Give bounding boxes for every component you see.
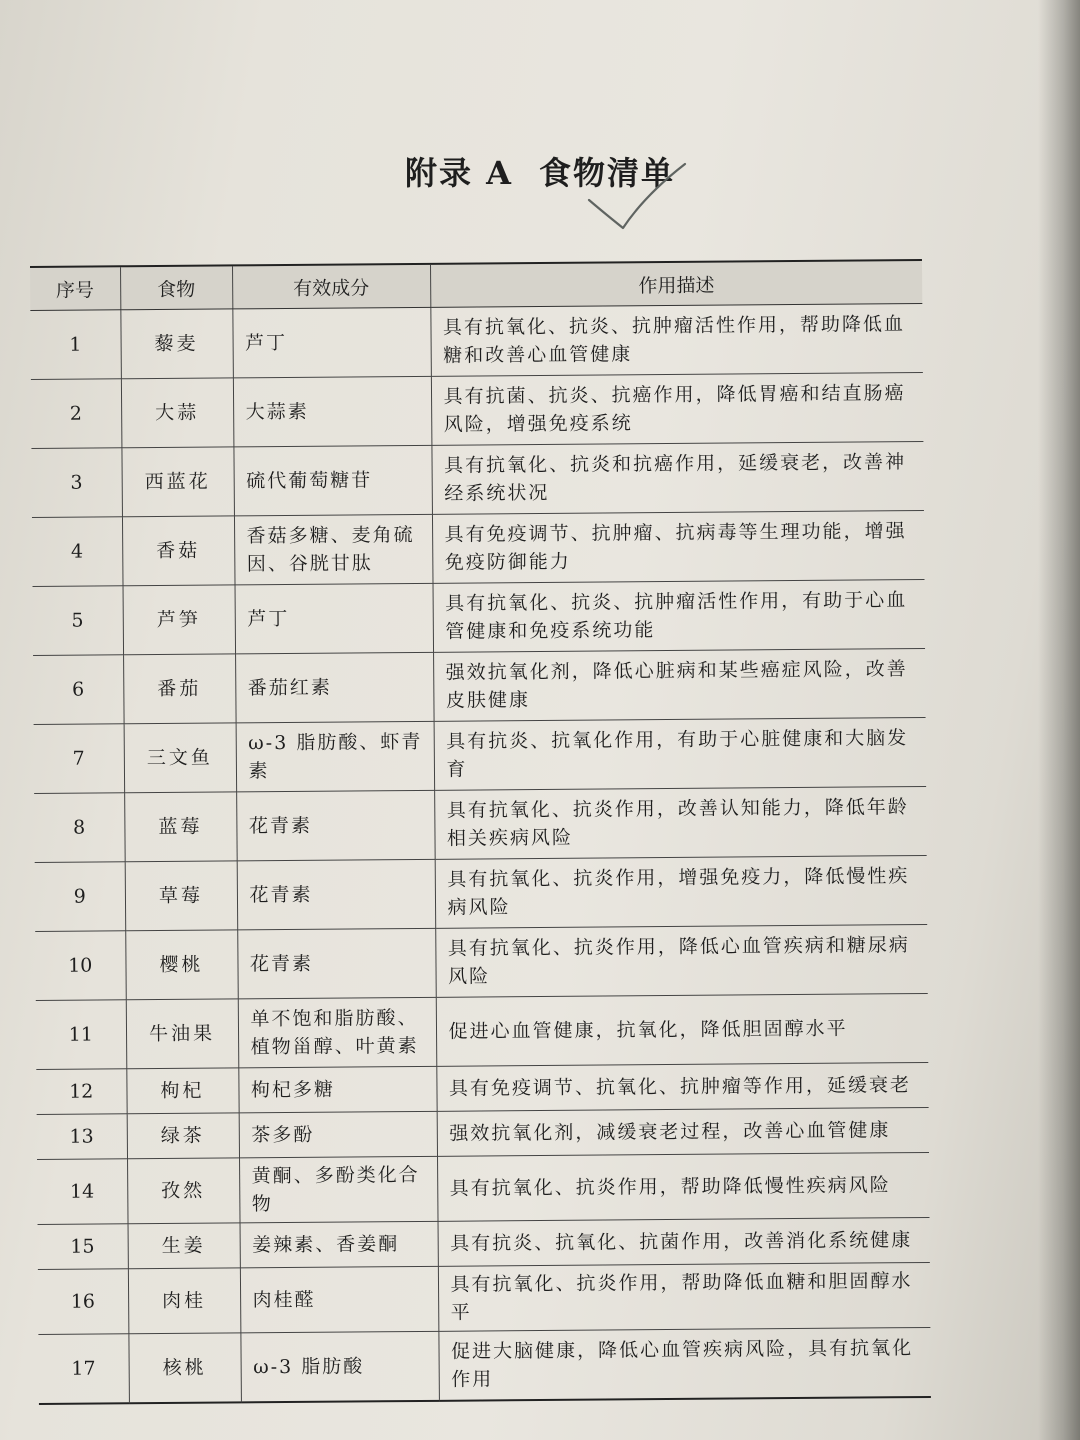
table-row [31, 372, 924, 448]
cell-index: 5 [33, 586, 124, 656]
table-row [37, 1152, 929, 1224]
cell-index: 12 [36, 1069, 126, 1115]
table-row [36, 993, 929, 1069]
cell-description: 强效抗氧化剂，降低心脏病和某些癌症风险，改善皮肤健康 [433, 648, 926, 721]
cell-components: 花青素 [237, 859, 436, 930]
cell-index: 15 [38, 1224, 128, 1270]
table-row [34, 717, 927, 793]
cell-components: 芦丁 [235, 583, 434, 654]
table-row [33, 579, 926, 655]
cell-components: 肉桂醛 [240, 1266, 439, 1333]
cell-food: 樱桃 [125, 930, 238, 1000]
cell-components: 硫代葡萄糖苷 [233, 445, 432, 516]
table-row [38, 1262, 930, 1334]
cell-food: 香菇 [122, 516, 235, 586]
cell-description: 具有抗氧化、抗炎作用，帮助降低血糖和胆固醇水平 [438, 1262, 930, 1331]
title-prefix: 附录 A [405, 154, 513, 192]
header-index: 序号 [30, 266, 120, 310]
table-header-row [30, 260, 922, 311]
pencil-checkmark-icon [585, 160, 695, 235]
table-row [38, 1217, 930, 1269]
cell-food: 芦笋 [123, 585, 236, 655]
cell-components: ω-3 脂肪酸、虾青素 [236, 721, 435, 792]
food-table [30, 259, 931, 1405]
cell-description: 具有抗氧化、抗炎、抗肿瘤活性作用，有助于心血管健康和免疫系统功能 [433, 579, 926, 652]
table-row [32, 510, 925, 586]
cell-description: 促进大脑健康，降低心血管疾病风险，具有抗氧化作用 [438, 1327, 931, 1400]
cell-food: 孜然 [127, 1158, 240, 1224]
cell-description: 促进心血管健康，抗氧化，降低胆固醇水平 [436, 993, 929, 1066]
cell-food: 核桃 [128, 1333, 241, 1403]
table-row [35, 855, 928, 931]
cell-components: 枸杞多糖 [238, 1066, 436, 1113]
header-description: 作用描述 [430, 260, 922, 307]
cell-index: 4 [32, 517, 123, 587]
cell-food: 绿茶 [127, 1113, 239, 1159]
cell-index: 2 [31, 379, 122, 449]
cell-food: 蓝莓 [124, 792, 237, 862]
cell-index: 17 [38, 1334, 129, 1404]
table-row [36, 1062, 928, 1114]
header-food: 食物 [120, 265, 232, 309]
cell-food: 草莓 [125, 861, 238, 931]
cell-index: 6 [33, 655, 124, 725]
cell-components: 香菇多糖、麦角硫因、谷胱甘肽 [234, 514, 433, 585]
cell-description: 强效抗氧化剂，减缓衰老过程，改善心血管健康 [437, 1107, 929, 1156]
title-main: 食物清单 [538, 154, 675, 192]
cell-index: 11 [36, 1000, 127, 1070]
table-row [35, 924, 928, 1000]
cell-components: 黄酮、多酚类化合物 [239, 1156, 438, 1223]
cell-description: 具有抗氧化、抗炎作用，降低心血管疾病和糖尿病风险 [435, 924, 928, 997]
table-row [38, 1327, 931, 1404]
header-components: 有效成分 [232, 264, 430, 309]
cell-components: 姜辣素、香姜酮 [240, 1221, 438, 1268]
cell-food: 牛油果 [126, 999, 239, 1069]
cell-components: 花青素 [237, 928, 436, 999]
cell-description: 具有抗炎、抗氧化作用，有助于心脏健康和大脑发育 [434, 717, 927, 790]
cell-description: 具有抗氧化、抗炎、抗肿瘤活性作用，帮助降低血糖和改善心血管健康 [430, 303, 923, 376]
page-edge-shadow [1038, 0, 1080, 1440]
cell-components: 茶多酚 [239, 1111, 437, 1158]
title-block [0, 148, 1080, 194]
cell-description: 具有抗菌、抗炎、抗癌作用，降低胃癌和结直肠癌风险，增强免疫系统 [431, 372, 924, 445]
cell-food: 大蒜 [121, 378, 234, 448]
cell-index: 3 [31, 448, 122, 518]
cell-components: ω-3 脂肪酸 [240, 1331, 439, 1402]
cell-components: 花青素 [236, 790, 435, 861]
table-row [33, 648, 926, 724]
cell-description: 具有抗氧化、抗炎作用，帮助降低慢性疾病风险 [437, 1152, 929, 1221]
cell-description: 具有抗氧化、抗炎作用，改善认知能力，降低年龄相关疾病风险 [434, 786, 927, 859]
table-row [30, 303, 923, 379]
cell-description: 具有抗氧化、抗炎作用，增强免疫力，降低慢性疾病风险 [435, 855, 928, 928]
cell-index: 16 [38, 1269, 129, 1335]
cell-food: 三文鱼 [124, 723, 237, 793]
cell-index: 1 [30, 310, 121, 380]
table-row [31, 441, 924, 517]
cell-index: 10 [35, 931, 126, 1001]
cell-components: 番茄红素 [235, 652, 434, 723]
table-row [34, 786, 927, 862]
cell-index: 13 [37, 1114, 127, 1160]
cell-components: 单不饱和脂肪酸、植物甾醇、叶黄素 [238, 997, 437, 1068]
cell-description: 具有抗氧化、抗炎和抗癌作用，延缓衰老，改善神经系统状况 [431, 441, 924, 514]
cell-food: 番茄 [123, 654, 236, 724]
cell-food: 生姜 [128, 1223, 240, 1269]
cell-components: 芦丁 [232, 307, 431, 378]
table-row [37, 1107, 929, 1159]
cell-index: 8 [34, 793, 125, 863]
cell-food: 肉桂 [128, 1268, 241, 1334]
cell-index: 9 [35, 862, 126, 932]
cell-food: 枸杞 [126, 1068, 238, 1114]
cell-index: 14 [37, 1159, 128, 1225]
cell-food: 西蓝花 [121, 447, 234, 517]
cell-index: 7 [34, 724, 125, 794]
cell-description: 具有免疫调节、抗氧化、抗肿瘤等作用，延缓衰老 [436, 1062, 928, 1111]
cell-description: 具有抗炎、抗氧化、抗菌作用，改善消化系统健康 [438, 1217, 930, 1266]
cell-food: 藜麦 [120, 309, 233, 379]
cell-components: 大蒜素 [233, 376, 432, 447]
cell-description: 具有免疫调节、抗肿瘤、抗病毒等生理功能，增强免疫防御能力 [432, 510, 925, 583]
